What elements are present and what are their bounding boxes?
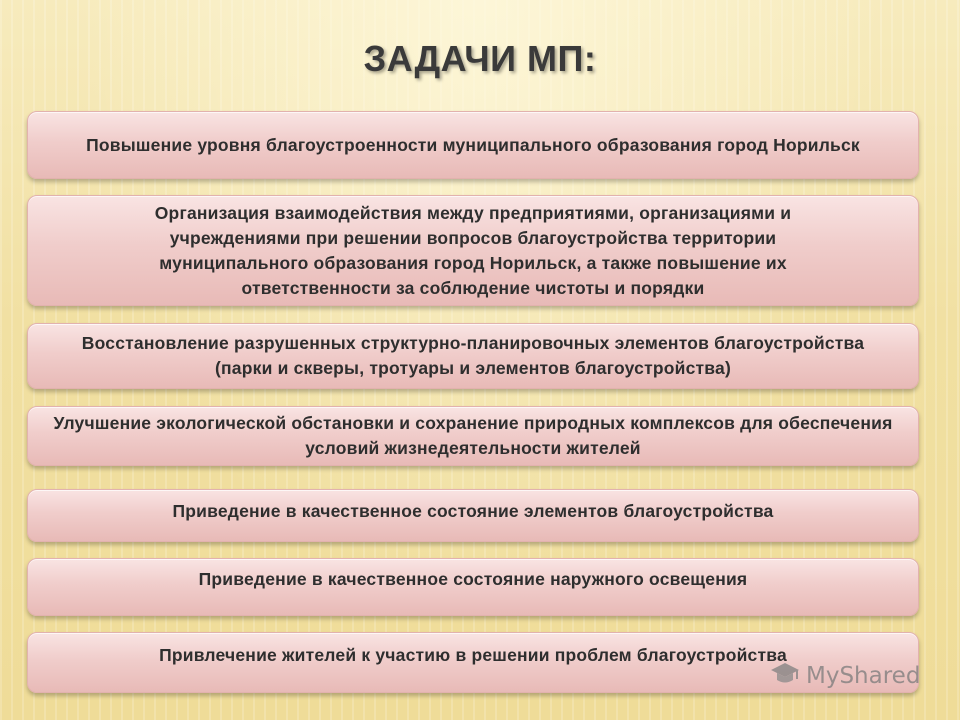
task-box-5: Приведение в качественное состояние элементов благоустройства <box>27 489 919 542</box>
slide-title: ЗАДАЧИ МП: <box>363 38 597 79</box>
watermark-text: MyShared <box>806 663 921 689</box>
task-box-2: Организация взаимодействия между предприятиями, организациями и учреждениями при решении вопросов благоустройства территории муниципального образования город Норильск, а также повышение их ответственности за соблюдение чистоты и порядки <box>27 195 919 306</box>
task-box-4: Улучшение экологической обстановки и сохранение природных комплексов для обеспечения условий жизнедеятельности жителей <box>27 406 919 466</box>
watermark <box>770 658 920 694</box>
task-box-7: Привлечение жителей к участию в решении проблем благоустройства <box>27 632 919 693</box>
task-box-3: Восстановление разрушенных структурно-планировочных элементов благоустройства (парки и скверы, тротуары и элементов благоустройства) <box>27 323 919 389</box>
task-box-1: Повышение уровня благоустроенности муниципального образования город Норильск <box>27 111 919 179</box>
task-box-6: Приведение в качественное состояние наружного освещения <box>27 558 919 616</box>
mortarboard-icon <box>770 659 800 694</box>
